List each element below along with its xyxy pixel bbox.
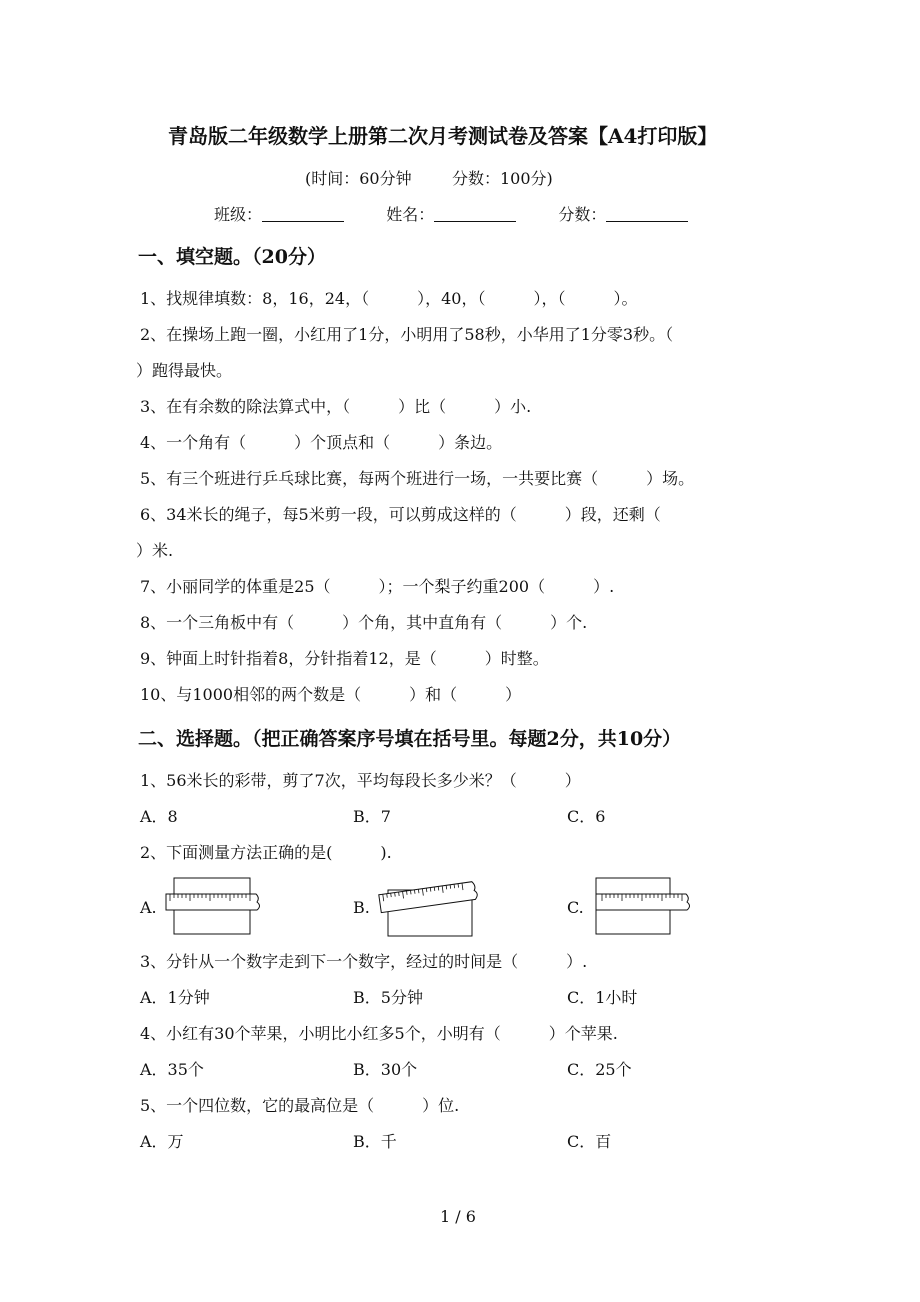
choice-q1-a: A．8 xyxy=(140,807,178,826)
choice-q1-c: C．6 xyxy=(567,807,606,826)
section2-heading: 二、选择题。（把正确答案序号填在括号里。每题2分，共10分） xyxy=(138,728,682,750)
choice-q4: 4、小红有30个苹果，小明比小红多5个，小明有（ ）个苹果. xyxy=(140,1024,618,1043)
page-number: 1 / 6 xyxy=(440,1207,476,1226)
choice-q2: 2、下面测量方法正确的是( ). xyxy=(140,843,392,862)
name-label: 姓名： xyxy=(386,205,435,224)
choice-q5-b: B．千 xyxy=(353,1132,397,1151)
ruler-figure-b xyxy=(376,876,486,938)
choice-q4-a: A．35个 xyxy=(140,1060,204,1079)
choice-q3-a: A．1分钟 xyxy=(140,988,210,1007)
ruler-figure-a xyxy=(164,876,274,938)
fill-q9: 9、钟面上时针指着8，分针指着12，是（ ）时整。 xyxy=(140,649,549,668)
fill-q5: 5、有三个班进行乒乓球比赛，每两个班进行一场，一共要比赛（ ）场。 xyxy=(140,469,695,488)
page-title: 青岛版二年级数学上册第二次月考测试卷及答案【A4打印版】 xyxy=(168,124,718,148)
choice-q2-a: A. xyxy=(140,898,157,917)
choice-q3: 3、分针从一个数字走到下一个数字，经过的时间是（ ）. xyxy=(140,952,588,971)
fill-q8: 8、一个三角板中有（ ）个角，其中直角有（ ）个. xyxy=(140,613,588,632)
name-blank[interactable] xyxy=(434,205,516,222)
fill-q10: 10、与1000相邻的两个数是（ ）和（ ） xyxy=(140,685,522,704)
fill-q2-cont: ）跑得最快。 xyxy=(136,361,233,380)
section1-heading: 一、填空题。（20分） xyxy=(138,246,326,268)
exam-score: 分数：100分) xyxy=(452,169,553,188)
score-blank[interactable] xyxy=(606,205,688,222)
fill-q1: 1、找规律填数：8，16，24，（ ），40，（ ），（ ）。 xyxy=(140,289,638,308)
choice-q5-c: C．百 xyxy=(567,1132,612,1151)
exam-time: (时间：60分钟 xyxy=(305,169,412,188)
info-line xyxy=(214,205,688,225)
choice-q4-c: C．25个 xyxy=(567,1060,632,1079)
choice-q3-c: C．1小时 xyxy=(567,988,638,1007)
fill-q3: 3、在有余数的除法算式中，（ ）比（ ）小. xyxy=(140,397,532,416)
class-label: 班级： xyxy=(214,205,263,224)
choice-q5-a: A．万 xyxy=(140,1132,184,1151)
class-blank[interactable] xyxy=(262,205,344,222)
ruler-figure-c xyxy=(590,876,700,938)
choice-q4-b: B．30个 xyxy=(353,1060,418,1079)
choice-q3-b: B．5分钟 xyxy=(353,988,423,1007)
fill-q6-cont: ）米. xyxy=(136,541,174,560)
fill-q4: 4、一个角有（ ）个顶点和（ ）条边。 xyxy=(140,433,503,452)
choice-q2-b: B. xyxy=(353,898,370,917)
score-label: 分数： xyxy=(558,205,607,224)
fill-q6: 6、34米长的绳子，每5米剪一段，可以剪成这样的（ ）段，还剩（ xyxy=(140,505,661,524)
choice-q1-b: B．7 xyxy=(353,807,391,826)
fill-q2: 2、在操场上跑一圈，小红用了1分，小明用了58秒，小华用了1分零3秒。（ xyxy=(140,325,674,344)
choice-q2-c: C. xyxy=(567,898,584,917)
choice-q5: 5、一个四位数，它的最高位是（ ）位. xyxy=(140,1096,460,1115)
choice-q1: 1、56米长的彩带，剪了7次，平均每段长多少米？（ ） xyxy=(140,771,581,790)
fill-q7: 7、小丽同学的体重是25（ ）；一个梨子约重200（ ）. xyxy=(140,577,615,596)
